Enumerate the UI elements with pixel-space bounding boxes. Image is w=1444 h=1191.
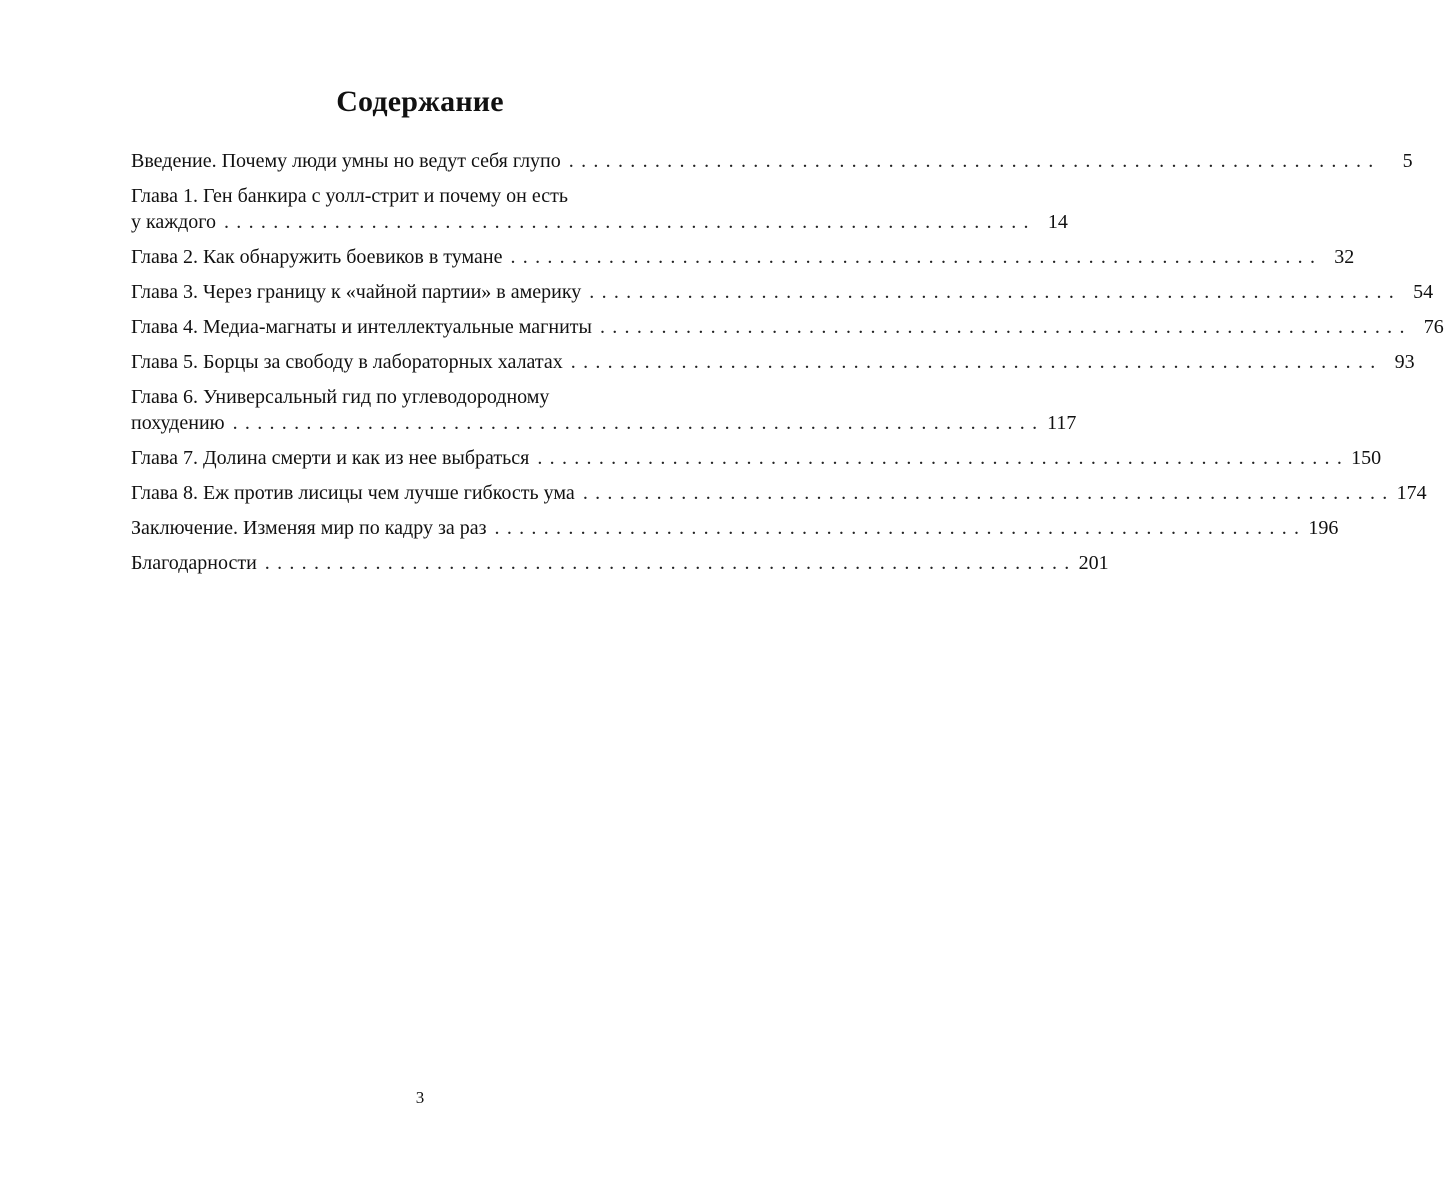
toc-entry-label: Благодарности [131,552,257,574]
toc-entry-chapter-4[interactable] [131,314,1444,340]
toc-entry-chapter-6[interactable] [131,384,1077,436]
toc-entry-page: 14 [1047,211,1068,233]
dot-leader: .................................................................. [510,246,1323,268]
toc-entry-label: Глава 5. Борцы за свободу в лабораторных халатах [131,351,563,373]
toc-entry-chapter-3[interactable] [131,279,1434,305]
toc-entry-label-line1: Глава 6. Универсальный гид по углеводородному [131,386,550,408]
toc-entry-page: 150 [1351,447,1382,469]
toc-entry-label-line1: Глава 1. Ген банкира с уолл-стрит и почему он есть [131,185,568,207]
dot-leader: .................................................................. [582,482,1395,504]
toc-entry-page: 196 [1308,517,1339,539]
toc-entry-chapter-1[interactable] [131,183,1068,235]
toc-entry-label: Глава 2. Как обнаружить боевиков в тумане [131,246,503,268]
toc-entry-page: 174 [1396,482,1427,504]
toc-entry-page: 93 [1394,351,1415,373]
page-title: Содержание [336,85,504,118]
dot-leader: .................................................................. [599,316,1412,338]
toc-entry-chapter-5[interactable] [131,349,1415,375]
dot-leader: .................................................................. [264,552,1077,574]
toc-entry-chapter-8[interactable] [131,480,1427,506]
page-number: 3 [415,1088,425,1107]
dot-leader: .................................................................. [494,517,1307,539]
toc-entry-chapter-2[interactable] [131,244,1355,270]
toc-entry-label: Введение. Почему люди умны но ведут себя глупо [131,150,561,172]
toc-entry-acknowledgements[interactable] [131,550,1109,576]
toc-entry-page: 117 [1047,412,1077,434]
toc-entry-label: Глава 8. Еж против лисицы чем лучше гибкость ума [131,482,575,504]
toc-entry-label: похудению [131,412,225,434]
toc-entry-page: 32 [1334,246,1355,268]
dot-leader: .................................................................. [589,281,1402,303]
toc-entry-label: у каждого [131,211,216,233]
toc-entry-label: Заключение. Изменяя мир по кадру за раз [131,517,487,539]
dot-leader: .................................................................. [568,150,1381,172]
toc-entry-page: 5 [1402,150,1413,172]
dot-leader: .................................................................. [537,447,1350,469]
dot-leader: .................................................................. [570,351,1383,373]
toc-entry-label: Глава 3. Через границу к «чайной партии» в америку [131,281,582,303]
dot-leader: .................................................................. [232,412,1045,434]
toc-entry-page: 201 [1078,552,1109,574]
toc-entry-chapter-7[interactable] [131,445,1382,471]
toc-entry-conclusion[interactable] [131,515,1339,541]
dot-leader: .................................................................. [224,211,1036,233]
toc-entry-label: Глава 7. Долина смерти и как из нее выбраться [131,447,530,469]
table-of-contents [131,148,1444,585]
toc-entry-label: Глава 4. Медиа-магнаты и интеллектуальные магниты [131,316,592,338]
toc-entry-page: 76 [1423,316,1444,338]
toc-entry-introduction[interactable] [131,148,1413,174]
toc-entry-page: 54 [1413,281,1434,303]
